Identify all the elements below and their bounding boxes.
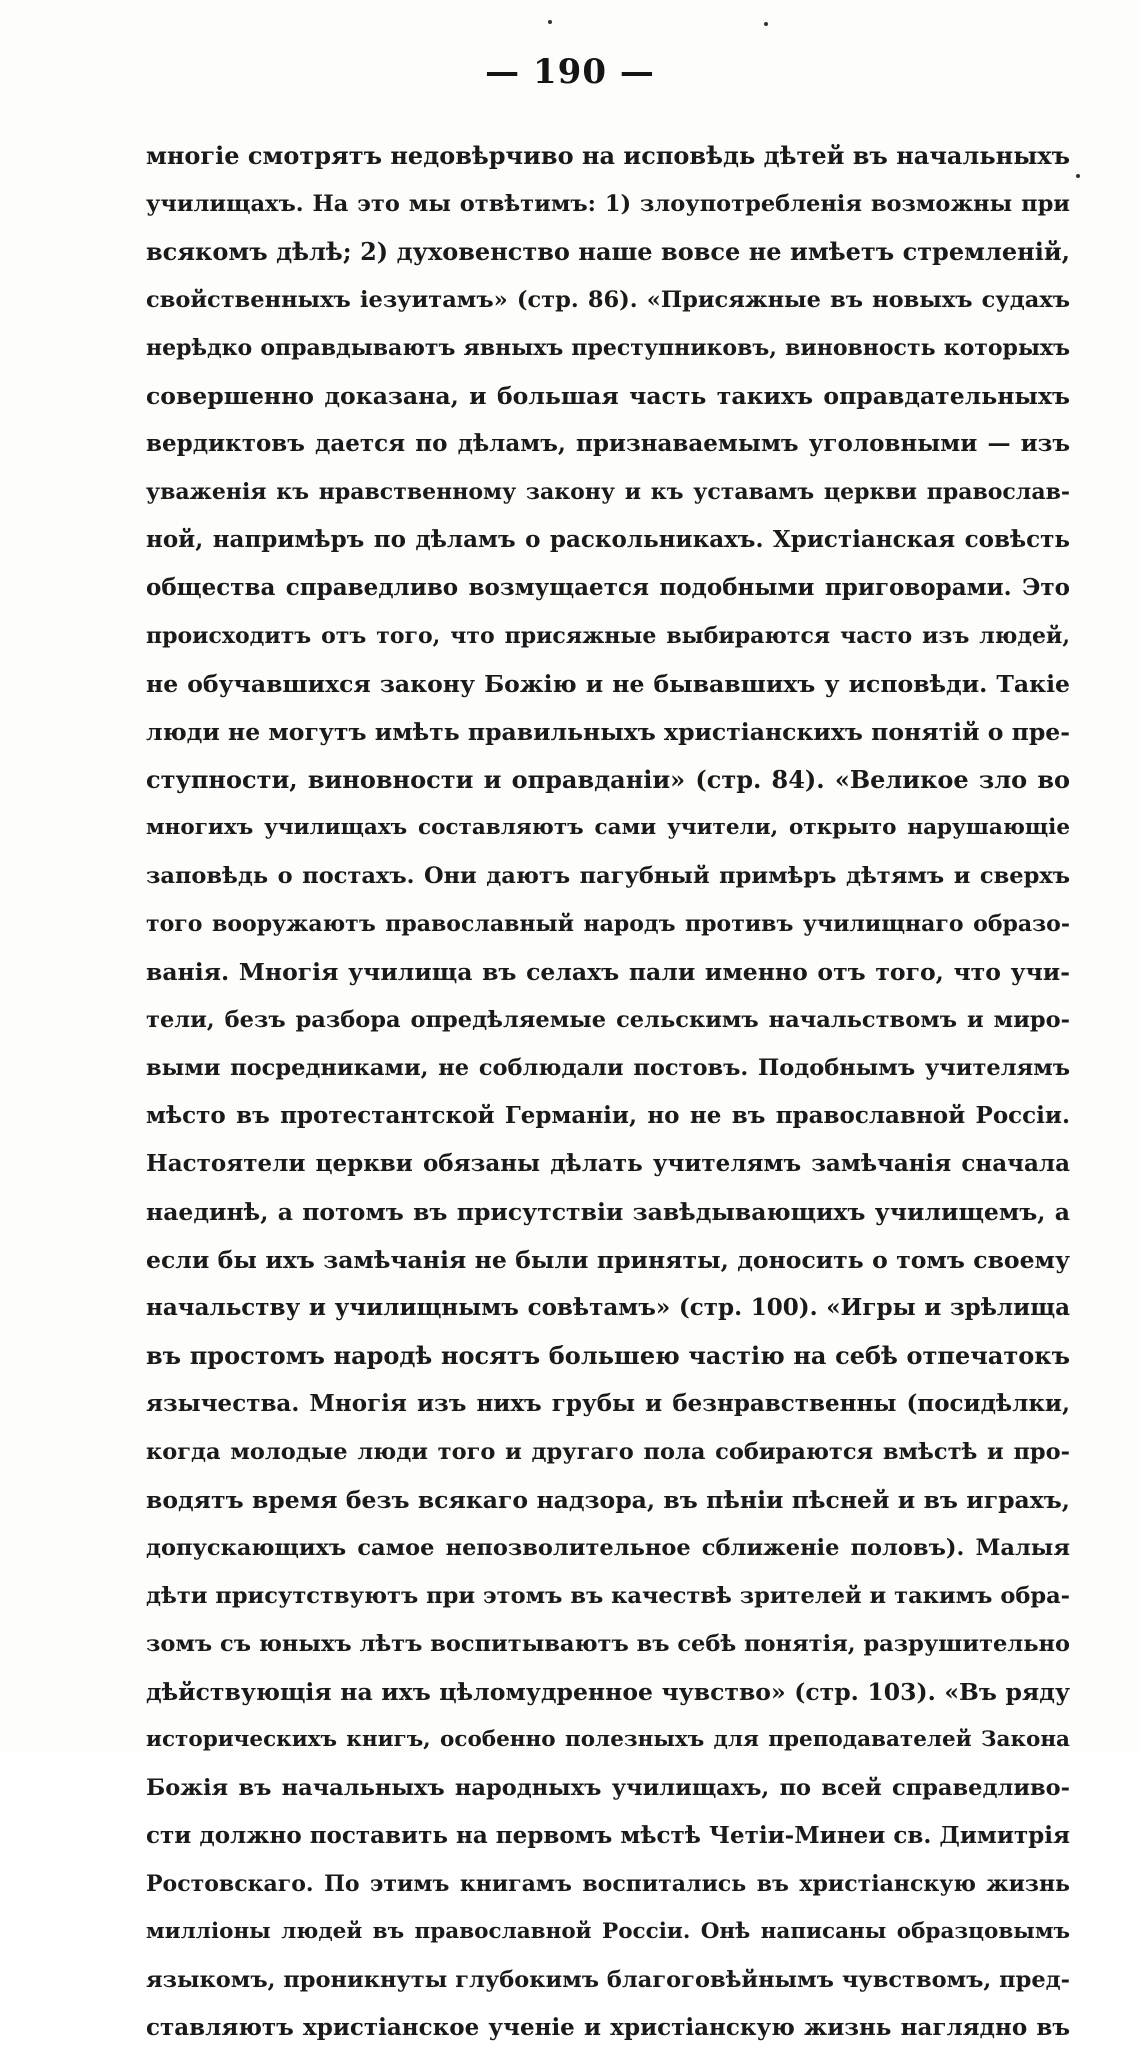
text-line: выми посредниками, не соблюдали постовъ. Подобнымъ учителямъ [146,1055,1070,1081]
text-line: историческихъ книгъ, особенно полезныхъ для преподавателей Закона [146,1727,1070,1752]
print-speck [764,22,768,26]
text-line: язычества. Многія изъ нихъ грубы и безнравственны (посидѣлки, [146,1390,1070,1417]
text-line: мѣсто въ протестантской Германіи, но не въ православной Россіи. [146,1102,1070,1129]
text-line: ставляютъ христіанское ученіе и христіанскую жизнь наглядно въ [146,2014,1070,2041]
text-line: допускающихъ самое непозволительное сближеніе половъ). Малыя [146,1535,1070,1561]
text-line: совершенно доказана, и большая часть такихъ оправдательныхъ [146,382,1070,410]
text-line: многихъ училищахъ составляютъ сами учители, открыто нарушающіе [146,815,1070,840]
text-line: ступности, виновности и оправданіи» (стр. 84). «Великое зло во [146,765,1070,794]
text-line: наединѣ, а потомъ въ присутствіи завѣдывающихъ училищемъ, а [146,1198,1070,1226]
text-line: начальству и училищнымъ совѣтамъ» (стр. 100). «Игры и зрѣлища [146,1294,1070,1321]
text-line: Настоятели церкви обязаны дѣлать учителямъ замѣчанія сначала [146,1150,1070,1177]
text-line: люди не могутъ имѣть правильныхъ христіанскихъ понятій о пре- [146,718,1070,746]
text-line: общества справедливо возмущается подобными приговорами. Это [146,574,1070,601]
text-line: зомъ съ юныхъ лѣтъ воспитываютъ въ себѣ понятія, разрушительно [146,1631,1070,1657]
text-line: того вооружаютъ православный народъ противъ училищнаго образо- [146,911,1070,937]
text-line: милліоны людей въ православной Россіи. Онѣ написаны образцовымъ [146,1919,1070,1944]
text-line: водятъ время безъ всякаго надзора, въ пѣніи пѣсней и въ играхъ, [146,1486,1070,1514]
text-line: сти должно поставить на первомъ мѣстѣ Четіи-Минеи св. Димитрія [146,1822,1070,1849]
text-line: если бы ихъ замѣчанія не были приняты, доносить о томъ своему [146,1246,1070,1274]
text-line: дѣти присутствуютъ при этомъ въ качествѣ зрителей и такимъ обра- [146,1583,1070,1609]
text-line: вердиктовъ дается по дѣламъ, признаваемымъ уголовными — изъ [146,430,1070,457]
text-line: когда молодые люди того и другаго пола собираются вмѣстѣ и про- [146,1439,1070,1465]
text-line: тели, безъ разбора опредѣляемые сельскимъ начальствомъ и миро- [146,1007,1070,1033]
text-line: свойственныхъ іезуитамъ» (стр. 86). «Присяжные въ новыхъ судахъ [146,287,1070,313]
text-line: не обучавшихся закону Божію и не бывавшихъ у исповѣди. Такіе [146,670,1070,698]
text-line: въ простомъ народѣ носятъ большею частію на себѣ отпечатокъ [146,1341,1070,1370]
print-speck [1076,174,1080,178]
text-line: происходитъ отъ того, что присяжные выбираются часто изъ людей, [146,623,1070,649]
text-line: языкомъ, проникнуты глубокимъ благоговѣйнымъ чувствомъ, пред- [146,1967,1070,1993]
text-line: многіе смотрятъ недовѣрчиво на исповѣдь дѣтей въ начальныхъ [146,141,1070,170]
text-line: дѣйствующія на ихъ цѣломудренное чувство» (стр. 103). «Въ ряду [146,1678,1070,1706]
body-text [146,132,1070,2052]
text-line: нерѣдко оправдываютъ явныхъ преступниковъ, виновность которыхъ [146,335,1070,361]
page-number: — 190 — [485,52,655,92]
text-line: всякомъ дѣлѣ; 2) духовенство наше вовсе не имѣетъ стремленій, [146,237,1070,266]
print-speck [548,20,552,24]
text-line: заповѣдь о постахъ. Они даютъ пагубный примѣръ дѣтямъ и сверхъ [146,863,1070,889]
text-line: Божія въ начальныхъ народныхъ училищахъ, по всей справедливо- [146,1775,1070,1801]
text-line: уваженія къ нравственному закону и къ уставамъ церкви православ- [146,479,1070,505]
text-line: Ростовскаго. По этимъ книгамъ воспитались въ христіанскую жизнь [146,1871,1070,1897]
text-line: училищахъ. На это мы отвѣтимъ: 1) злоупотребленія возможны при [146,191,1070,217]
text-line: ной, напримѣръ по дѣламъ о раскольникахъ. Христіанская совѣсть [146,526,1070,553]
text-line: ванія. Многія училища въ селахъ пали именно отъ того, что учи- [146,958,1070,986]
